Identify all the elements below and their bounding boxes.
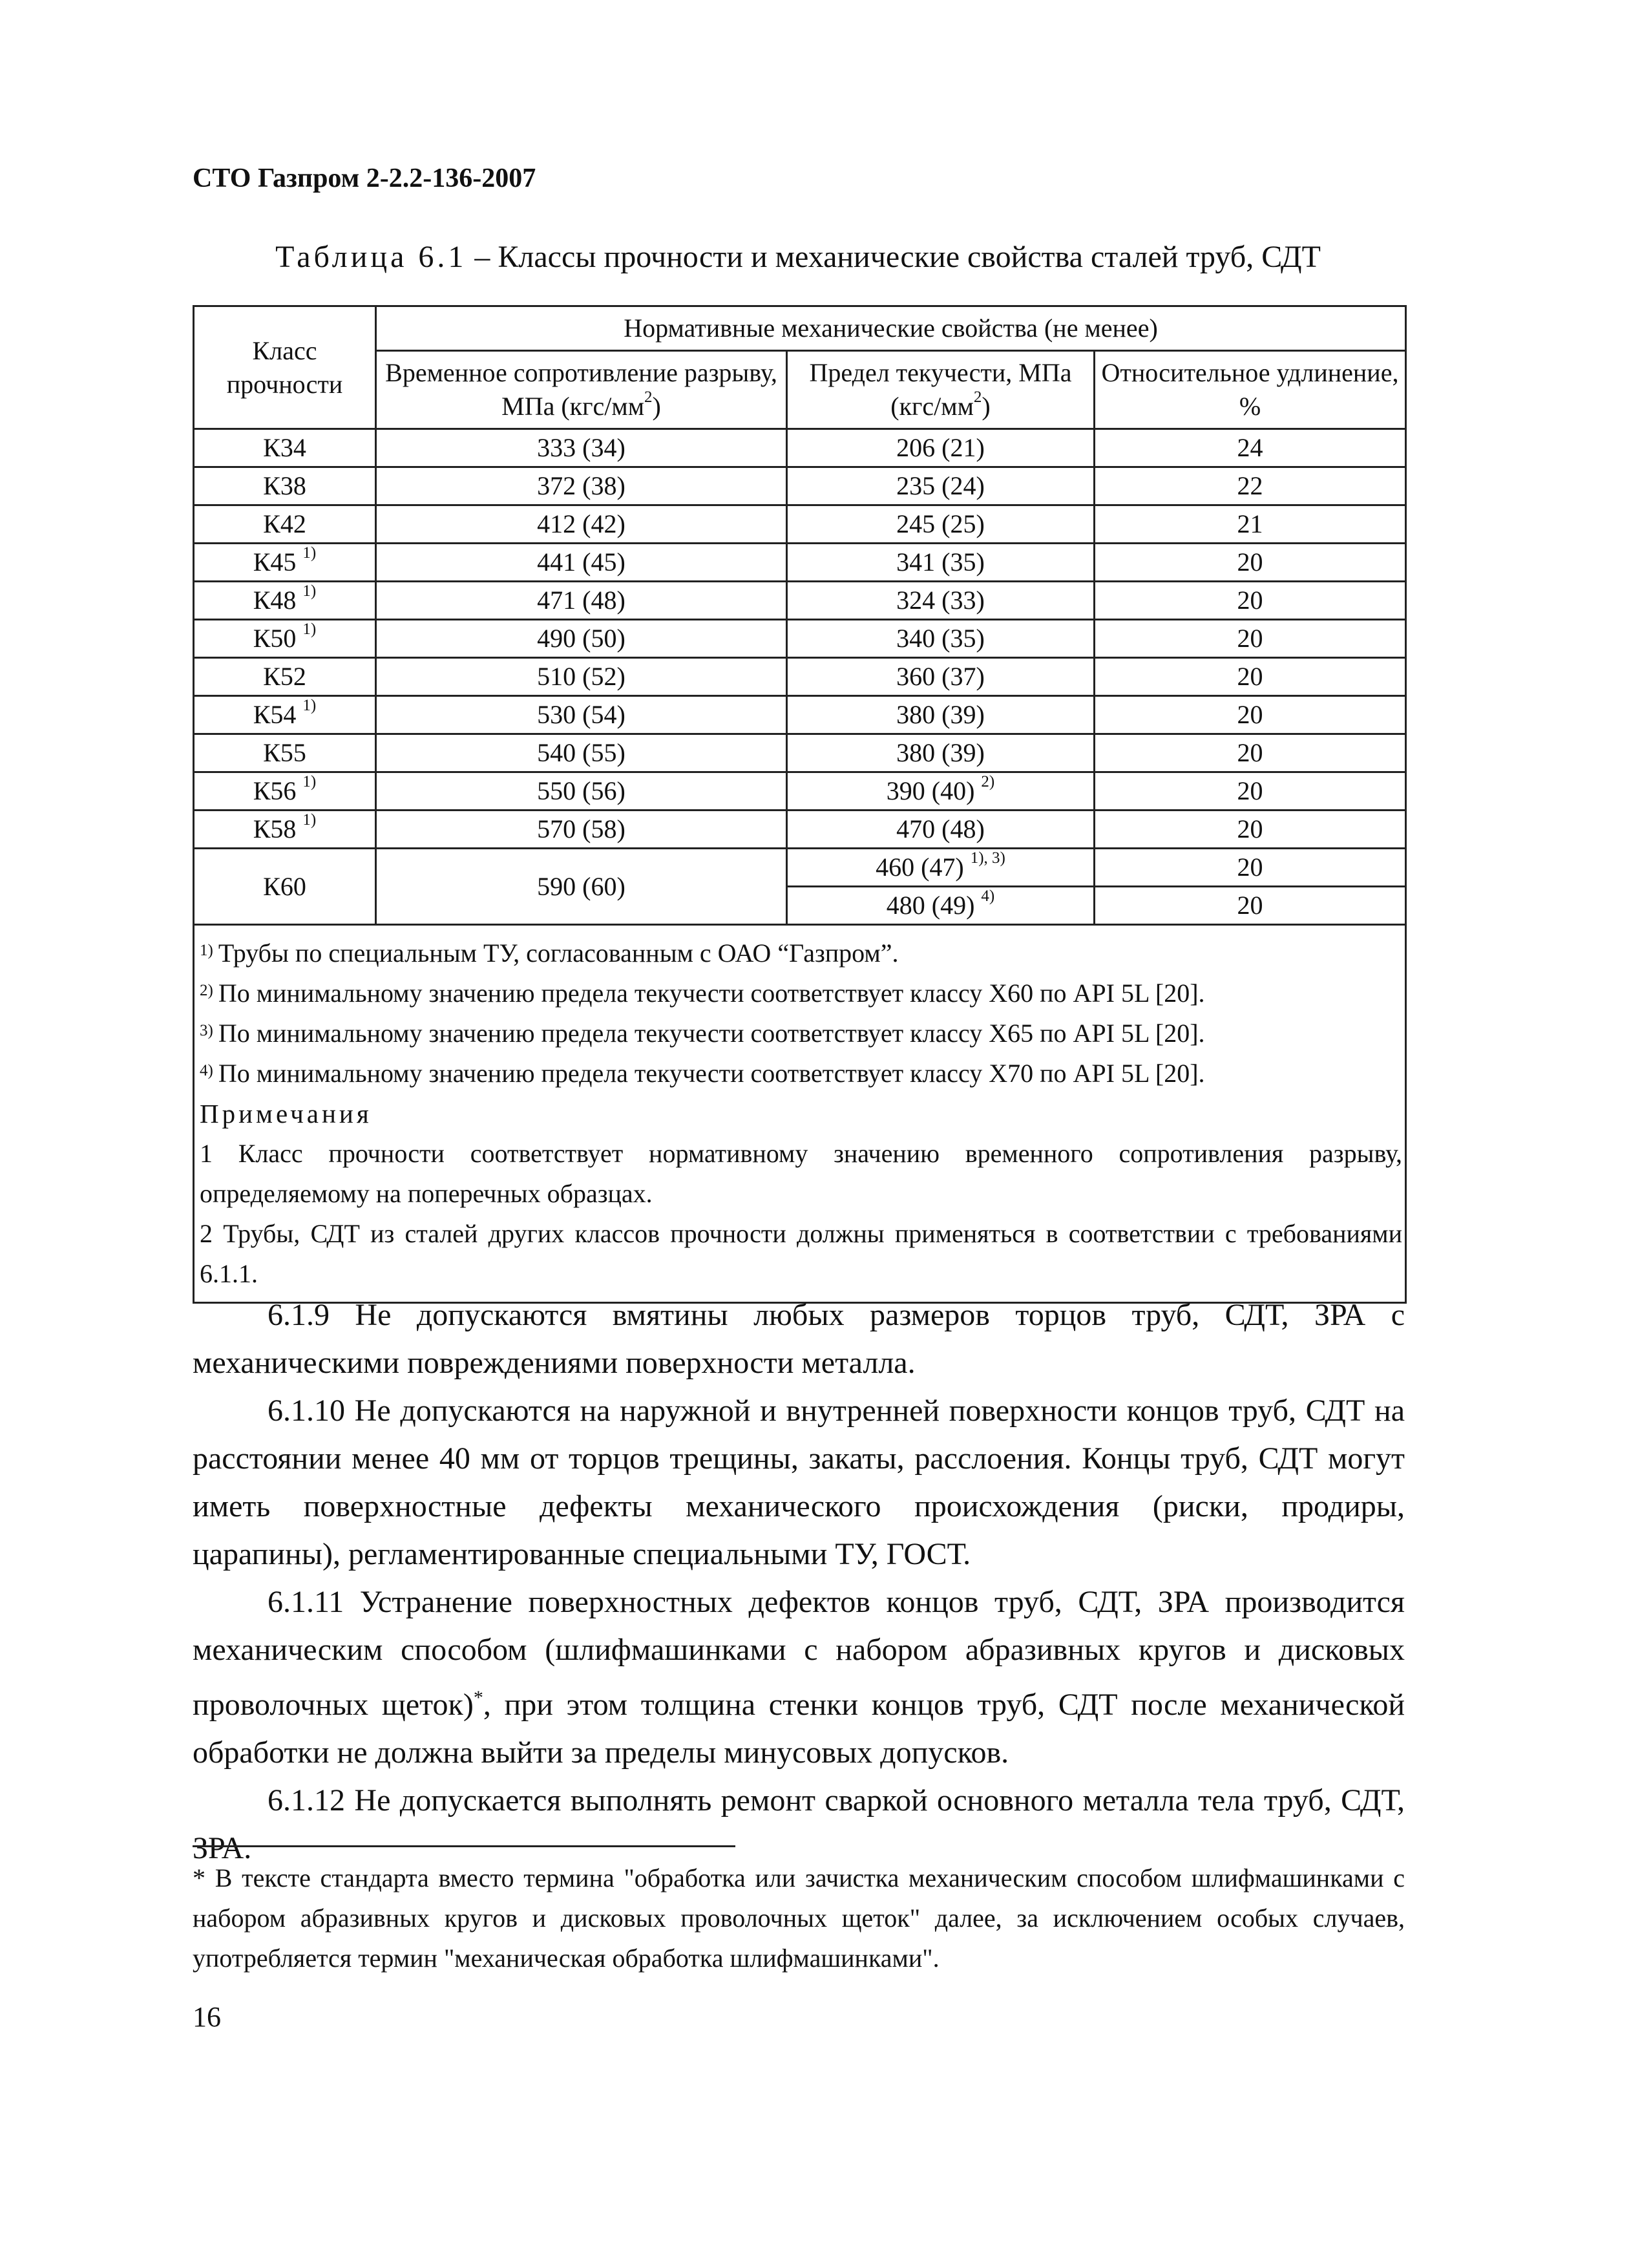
cell-tensile: 471 (48): [376, 582, 787, 620]
cell-tensile: 550 (56): [376, 772, 787, 811]
table-row: [194, 544, 1406, 582]
cell-elongation: 20: [1095, 811, 1406, 849]
cell-class: К34: [194, 429, 376, 467]
cell-yield: 235 (24): [787, 467, 1095, 505]
cell-tensile: 510 (52): [376, 658, 787, 696]
cell-yield: 245 (25): [787, 505, 1095, 544]
cell-elongation: 22: [1095, 467, 1406, 505]
cell-tensile: 590 (60): [376, 849, 787, 925]
cell-yield: 460 (47) $^{1), 3)}$: [787, 849, 1095, 887]
page-number: 16: [193, 2001, 221, 2033]
header-elongation: Относительное удлинение, %: [1095, 351, 1406, 429]
table-row: [194, 505, 1406, 544]
cell-yield: 380 (39): [787, 696, 1095, 734]
table-footnote: $^{4)}$ По минимальному значению предела текучести соответствует классу Х70 по API 5L [20].: [200, 1059, 1205, 1088]
cell-yield: 341 (35): [787, 544, 1095, 582]
cell-class: К52: [194, 658, 376, 696]
cell-class: К45 $^{1)}$: [194, 544, 376, 582]
table-notes-row: [194, 925, 1406, 1303]
cell-elongation: 20: [1095, 582, 1406, 620]
cell-elongation: 20: [1095, 849, 1406, 887]
cell-class: К42: [194, 505, 376, 544]
cell-yield: 206 (21): [787, 429, 1095, 467]
cell-class: К60: [194, 849, 376, 925]
table-row: [194, 811, 1406, 849]
cell-yield: 380 (39): [787, 734, 1095, 772]
page-footnote: * В тексте стандарта вместо термина "обработка или зачистка механическим способом шлифмашинками с набором абразивных кругов и дисковых проволочных щеток" далее, за исключением особых случаев, употребляется термин "механическая обработка шлифмашинками".: [193, 1863, 1405, 1973]
cell-class: К58 $^{1)}$: [194, 811, 376, 849]
table-row: [194, 772, 1406, 811]
table-body: [194, 429, 1406, 1303]
cell-elongation: 20: [1095, 887, 1406, 925]
body-text: [193, 1291, 1405, 1872]
cell-elongation: 20: [1095, 734, 1406, 772]
cell-tensile: 530 (54): [376, 696, 787, 734]
cell-class: К48 $^{1)}$: [194, 582, 376, 620]
cell-elongation: 24: [1095, 429, 1406, 467]
cell-elongation: 20: [1095, 772, 1406, 811]
header-mechanical-properties: Нормативные механические свойства (не менее): [376, 306, 1406, 351]
footnote-marker: *: [473, 1687, 483, 1708]
table-caption-number: Таблица 6.1: [275, 240, 467, 274]
cell-tensile: 412 (42): [376, 505, 787, 544]
cell-class: К55: [194, 734, 376, 772]
table-row: [194, 620, 1406, 658]
note-2: 2 Трубы, СДТ из сталей других классов прочности должны применяться в соответствии с требованиями 6.1.1.: [200, 1219, 1402, 1288]
document-header: СТО Газпром 2-2.2-136-2007: [193, 164, 536, 193]
cell-class: К38: [194, 467, 376, 505]
cell-class: К56 $^{1)}$: [194, 772, 376, 811]
paragraph-6-1-9: 6.1.9 Не допускаются вмятины любых размеров торцов труб, СДТ, ЗРА с механическими повреждениями поверхности металла.: [193, 1298, 1405, 1380]
paragraph-6-1-11: 6.1.11 Устранение поверхностных дефектов концов труб, СДТ, ЗРА производится механическим способом (шлифмашинками с набором абразивных кругов и дисковых проволочных щеток)*, при этом толщина стенки концов труб, СДТ после механической обработки не должна выйти за пределы минусовых допусков.: [193, 1585, 1405, 1770]
cell-yield: 340 (35): [787, 620, 1095, 658]
cell-tensile: 490 (50): [376, 620, 787, 658]
cell-yield: 360 (37): [787, 658, 1095, 696]
strength-classes-table: [193, 305, 1407, 1304]
notes-title: Примечания: [200, 1099, 372, 1129]
table-row: [194, 429, 1406, 467]
table-row: [194, 696, 1406, 734]
table-row: [194, 582, 1406, 620]
table-caption: [193, 239, 1403, 275]
cell-elongation: 21: [1095, 505, 1406, 544]
paragraph-6-1-10: 6.1.10 Не допускаются на наружной и внутренней поверхности концов труб, СДТ на расстоянии менее 40 мм от торцов трещины, закаты, расслоения. Концы труб, СДТ могут иметь поверхностные дефекты механического происхождения (риски, продиры, царапины), регламентированные специальными ТУ, ГОСТ.: [193, 1394, 1405, 1571]
cell-elongation: 20: [1095, 696, 1406, 734]
cell-class: К54 $^{1)}$: [194, 696, 376, 734]
cell-elongation: 20: [1095, 658, 1406, 696]
cell-tensile: 441 (45): [376, 544, 787, 582]
table-footnote: $^{3)}$ По минимальному значению предела текучести соответствует классу Х65 по API 5L [20].: [200, 1019, 1205, 1048]
table-row: [194, 658, 1406, 696]
table-footnotes: [200, 933, 1402, 1094]
table-row-k60a: [194, 849, 1406, 887]
cell-elongation: 20: [1095, 620, 1406, 658]
cell-tensile: 333 (34): [376, 429, 787, 467]
cell-tensile: 540 (55): [376, 734, 787, 772]
cell-class: К50 $^{1)}$: [194, 620, 376, 658]
cell-yield: 470 (48): [787, 811, 1095, 849]
paragraph-6-1-12: 6.1.12 Не допускается выполнять ремонт сваркой основного металла тела труб, СДТ, ЗРА.: [193, 1783, 1405, 1865]
cell-tensile: 372 (38): [376, 467, 787, 505]
cell-elongation: 20: [1095, 544, 1406, 582]
cell-yield: 324 (33): [787, 582, 1095, 620]
note-1: 1 Класс прочности соответствует нормативному значению временного сопротивления разрыву, определяемому на поперечных образцах.: [200, 1139, 1402, 1208]
header-strength-class: Класс прочности: [194, 306, 376, 429]
table-footnote: $^{2)}$ По минимальному значению предела текучести соответствует классу Х60 по API 5L [20].: [200, 979, 1205, 1008]
table-footnote: $^{1)}$ Трубы по специальным ТУ, согласованным с ОАО “Газпром”.: [200, 938, 899, 968]
cell-tensile: 570 (58): [376, 811, 787, 849]
table-row: [194, 734, 1406, 772]
header-tensile-strength: Временное сопротивление разрыву, МПа $(кгс/мм^2)$: [376, 351, 787, 429]
table-caption-text: – Классы прочности и механические свойства сталей труб, СДТ: [467, 240, 1321, 274]
cell-yield: 480 (49) $^{4)}$: [787, 887, 1095, 925]
table-row: [194, 467, 1406, 505]
footnote-divider: [193, 1845, 735, 1847]
header-yield-strength: Предел текучести, МПа $(кгс/мм^2)$: [787, 351, 1095, 429]
table-notes: [194, 925, 1406, 1303]
cell-yield: 390 (40) $^{2)}$: [787, 772, 1095, 811]
